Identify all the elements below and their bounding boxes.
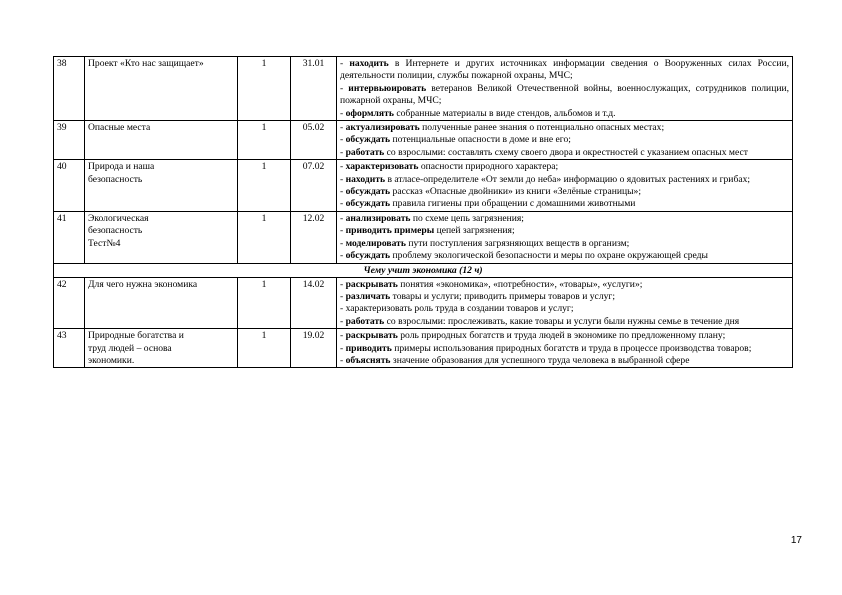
- lesson-topic: [85, 160, 238, 212]
- activity-verb: обсуждать: [345, 186, 391, 198]
- activity-text: со взрослыми: составлять схему своего двора и окрестностей с указанием опасных мест: [384, 146, 748, 158]
- lesson-topic: [85, 277, 238, 329]
- activity-text: потенциальные опасности в доме и вне его;: [390, 134, 571, 146]
- activity-text: в атласе-определителе «От земли до неба» информацию о ядовитых растениях и грибах;: [385, 173, 751, 185]
- activity-text: понятия «экономика», «потребности», «товары», «услуги»;: [397, 278, 643, 290]
- table-row: [54, 160, 793, 212]
- lesson-topic: [85, 329, 238, 368]
- lesson-topic: [85, 121, 238, 160]
- activity-verb: характеризовать: [345, 161, 419, 173]
- lesson-number: 42: [54, 277, 85, 329]
- activity-text: рассказ «Опасные двойники» из книги «Зелёные страницы»;: [390, 186, 642, 198]
- lesson-date: 19.02: [291, 329, 337, 368]
- activity-item: - работать со взрослыми: прослеживать, какие товары и услуги были нужны семье в течение дня: [340, 315, 740, 327]
- lesson-plan-table: [53, 56, 793, 368]
- activity-item: - характеризовать опасности природного характера;: [340, 161, 559, 173]
- table-section: [54, 263, 793, 277]
- lesson-date: 31.01: [291, 57, 337, 121]
- activity-verb: различать: [345, 290, 391, 302]
- topic-line: Проект «Кто нас защищает»: [88, 58, 204, 69]
- topic-line: безопасность: [88, 225, 143, 237]
- lesson-activities: [337, 211, 793, 263]
- activity-verb: работать: [345, 146, 385, 158]
- table-body-bottom: [54, 277, 793, 368]
- activity-item: - раскрывать понятия «экономика», «потребности», «товары», «услуги»;: [340, 278, 643, 290]
- topic-line: Экологическая: [88, 212, 149, 224]
- activity-text: товары и услуги; приводить примеры товаров и услуг;: [390, 290, 616, 302]
- activity-text: со взрослыми: прослеживать, какие товары и услуги были нужны семье в течение дня: [384, 315, 740, 327]
- lesson-number: 43: [54, 329, 85, 368]
- section-header-row: [54, 263, 793, 277]
- lesson-activities: [337, 160, 793, 212]
- activity-verb: раскрывать: [345, 278, 398, 290]
- activity-verb: моделировать: [345, 237, 406, 249]
- activity-item: - объяснять значение образования для успешного труда человека в выбранной сфере: [340, 354, 690, 366]
- topic-line: безопасность: [88, 173, 143, 185]
- activity-item: - работать со взрослыми: составлять схему своего двора и окрестностей с указанием опасных мест: [340, 146, 748, 158]
- table-row: [54, 211, 793, 263]
- activity-text: примеры использования природных богатств и труда в процессе производства товаров;: [391, 342, 752, 354]
- table-row: [54, 57, 793, 121]
- activity-item: - раскрывать роль природных богатств и труда людей в экономике по предложенному плану;: [340, 330, 726, 342]
- activity-text: цепей загрязнения;: [434, 225, 515, 237]
- activity-verb: приводить: [345, 342, 392, 354]
- activity-text: проблему экологической безопасности и меры по охране окружающей среды: [390, 250, 708, 262]
- lesson-number: 39: [54, 121, 85, 160]
- lesson-date: 14.02: [291, 277, 337, 329]
- topic-line: Опасные места: [88, 122, 151, 134]
- activity-item: - обсуждать проблему экологической безопасности и меры по охране окружающей среды: [340, 250, 708, 262]
- activity-verb: актуализировать: [345, 122, 420, 134]
- lesson-date: 05.02: [291, 121, 337, 160]
- lesson-activities: [337, 121, 793, 160]
- activity-text: собранные материалы в виде стендов, альбомов и т.д.: [393, 107, 616, 119]
- activity-text: по схеме цепь загрязнения;: [410, 212, 524, 224]
- lesson-topic: [85, 57, 238, 121]
- activity-item: - оформлять собранные материалы в виде стендов, альбомов и т.д.: [340, 107, 616, 119]
- lesson-number: 40: [54, 160, 85, 212]
- activity-text: пути поступления загрязняющих веществ в организм;: [405, 237, 630, 249]
- activity-verb: раскрывать: [345, 330, 398, 342]
- activity-item: - различать товары и услуги; приводить примеры товаров и услуг;: [340, 290, 616, 302]
- lesson-date: 07.02: [291, 160, 337, 212]
- table-row: [54, 329, 793, 368]
- lesson-number: 41: [54, 211, 85, 263]
- activity-text: роль природных богатств и труда людей в экономике по предложенному плану;: [397, 330, 726, 342]
- page-number: 17: [790, 535, 802, 546]
- activity-item: - интервьюировать ветеранов Великой Отечественной войны, военнослужащих, сотрудников полиции, пожарной охраны, МЧС;: [340, 82, 789, 107]
- lesson-activities: [337, 57, 793, 121]
- activity-verb: объяснять: [345, 354, 391, 366]
- activity-verb: обсуждать: [345, 198, 391, 210]
- activity-item: - анализировать по схеме цепь загрязнения;: [340, 212, 524, 224]
- lesson-date: 12.02: [291, 211, 337, 263]
- activity-text: характеризовать роль труда в создании товаров и услуг;: [345, 303, 574, 315]
- activity-text: значение образования для успешного труда человека в выбранной сфере: [390, 354, 690, 366]
- activity-verb: находить: [345, 173, 386, 185]
- activity-item: - обсуждать потенциальные опасности в доме и вне его;: [340, 134, 571, 146]
- lesson-hours: 1: [238, 160, 291, 212]
- topic-line: Природные богатства и: [88, 330, 184, 342]
- topic-line: Тест№4: [88, 237, 121, 249]
- activity-item: - характеризовать роль труда в создании товаров и услуг;: [340, 303, 574, 315]
- table-body-top: [54, 57, 793, 264]
- activity-verb: интервьюировать: [348, 82, 427, 94]
- lesson-activities: [337, 277, 793, 329]
- activity-verb: обсуждать: [345, 250, 391, 262]
- topic-line: Природа и наша: [88, 161, 155, 173]
- activity-item: - находить в Интернете и других источниках информации сведения о Вооруженных силах России, деятельности полиции, службы пожарной охраны, МЧС;: [340, 58, 789, 82]
- activity-item: - обсуждать правила гигиены при обращении с домашними животными: [340, 198, 636, 210]
- activity-verb: приводить примеры: [345, 225, 435, 237]
- table-row: [54, 121, 793, 160]
- lesson-hours: 1: [238, 211, 291, 263]
- activity-item: - приводить примеры использования природных богатств и труда в процессе производства товаров;: [340, 342, 752, 354]
- lesson-number: 38: [54, 57, 85, 121]
- activity-verb: оформлять: [345, 107, 394, 119]
- activity-item: - актуализировать полученные ранее знания о потенциально опасных местах;: [340, 122, 665, 134]
- lesson-hours: 1: [238, 329, 291, 368]
- lesson-hours: 1: [238, 121, 291, 160]
- activity-verb: обсуждать: [345, 134, 391, 146]
- activity-item: - моделировать пути поступления загрязняющих веществ в организм;: [340, 237, 630, 249]
- activity-item: - приводить примеры цепей загрязнения;: [340, 225, 515, 237]
- activity-item: - находить в атласе-определителе «От земли до неба» информацию о ядовитых растениях и грибах;: [340, 173, 751, 185]
- activity-text: в Интернете и других источниках информации сведения о Вооруженных силах России, деятельности полиции, службы пожарной охраны, МЧС;: [340, 58, 789, 82]
- lesson-hours: 1: [238, 57, 291, 121]
- activity-verb: анализировать: [345, 212, 411, 224]
- activity-verb: работать: [345, 315, 385, 327]
- table-row: [54, 277, 793, 329]
- lesson-hours: 1: [238, 277, 291, 329]
- lesson-activities: [337, 329, 793, 368]
- activity-text: опасности природного характера;: [418, 161, 559, 173]
- activity-text: правила гигиены при обращении с домашними животными: [390, 198, 636, 210]
- activity-text: полученные ранее знания о потенциально опасных местах;: [419, 122, 665, 134]
- activity-verb: находить: [349, 58, 389, 69]
- lesson-topic: [85, 211, 238, 263]
- activity-text: ветеранов Великой Отечественной войны, военнослужащих, сотрудников полиции, пожарной охраны, МЧС;: [340, 82, 789, 107]
- topic-line: труд людей – основа: [88, 342, 172, 354]
- section-header: Чему учит экономика (12 ч): [54, 263, 793, 277]
- topic-line: Для чего нужна экономика: [88, 278, 198, 290]
- activity-item: - обсуждать рассказ «Опасные двойники» из книги «Зелёные страницы»;: [340, 186, 642, 198]
- topic-line: экономики.: [88, 354, 135, 366]
